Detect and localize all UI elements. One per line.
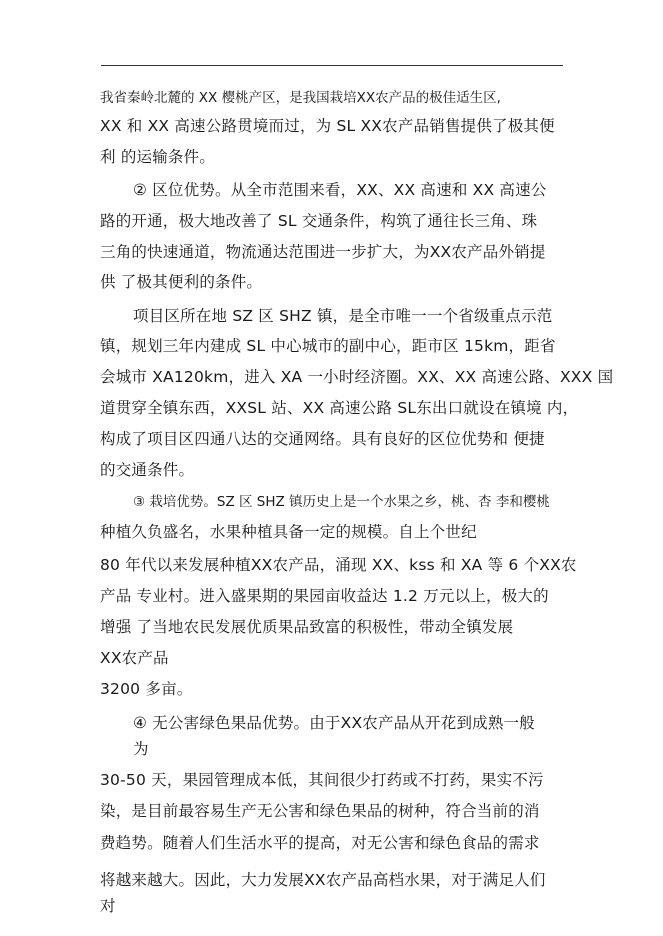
text-line: 3200 多亩。	[100, 680, 193, 698]
text-line: 产品 专业村。进入盛果期的果园亩收益达 1.2 万元以上，极大的	[100, 587, 549, 605]
text-line: ② 区位优势。从全市范围来看，XX、XX 高速和 XX 高速公	[133, 181, 547, 199]
text-line: 镇，规划三年内建成 SL 中心城市的副中心，距市区 15km，距省	[100, 337, 556, 355]
text-line: 30-50 天，果园管理成本低，其间很少打药或不打药，果实不污	[100, 771, 544, 789]
text-line: 道贯穿全镇东西，XXSL 站、XX 高速公路 SL东出口就设在镇境 内，	[100, 399, 579, 417]
text-line: 我省秦岭北麓的 XX 樱桃产区，是我国栽培XX农产品的极佳适生区,	[100, 90, 501, 106]
text-line: 染，是目前最容易生产无公害和绿色果品的树种，符合当前的消	[100, 802, 540, 820]
text-line: 将越来越大。因此，大力发展XX农产品高档水果，对于满足人们	[100, 871, 546, 889]
text-line: 对	[100, 897, 116, 915]
text-line: XX农产品	[100, 649, 169, 667]
text-line: ④ 无公害绿色果品优势。由于XX农产品从开花到成熟一般	[133, 714, 535, 732]
text-line: 路的开通，极大地改善了 SL 交通条件，构筑了通往长三角、珠	[100, 212, 538, 230]
text-line: 80 年代以来发展种植XX农产品，涌现 XX、kss 和 XA 等 6 个XX农	[100, 556, 577, 574]
text-line: 为	[133, 740, 149, 758]
text-line: 项目区所在地 SZ 区 SHZ 镇，是全市唯一一个省级重点示范	[133, 307, 553, 325]
text-line: 构成了项目区四通八达的交通网络。具有良好的区位优势和 便捷	[100, 430, 545, 448]
text-line: ③ 栽培优势。SZ 区 SHZ 镇历史上是一个水果之乡，桃、杏 李和樱桃	[133, 494, 550, 510]
text-line: 的交通条件。	[100, 461, 195, 479]
text-line: 费趋势。随着人们生活水平的提高，对无公害和绿色食品的需求	[100, 834, 540, 852]
text-line: 种植久负盛名，水果种植具备一定的规模。自上个世纪	[100, 523, 477, 541]
text-line: 增强 了当地农民发展优质果品致富的积极性，带动全镇发展	[100, 618, 514, 636]
text-line: 利 的运输条件。	[100, 148, 216, 166]
text-line: XX 和 XX 高速公路贯境而过，为 SL XX农产品销售提供了极其便	[100, 117, 555, 135]
text-line: 三角的快速通道，物流通达范围进一步扩大，为XX农产品外销提	[100, 243, 546, 261]
header-rule	[101, 65, 563, 66]
text-line: 供 了极其便利的条件。	[100, 273, 263, 291]
text-line: 会城市 XA120km，进入 XA 一小时经济圈。XX、XX 高速公路、XXX 国	[100, 368, 614, 386]
